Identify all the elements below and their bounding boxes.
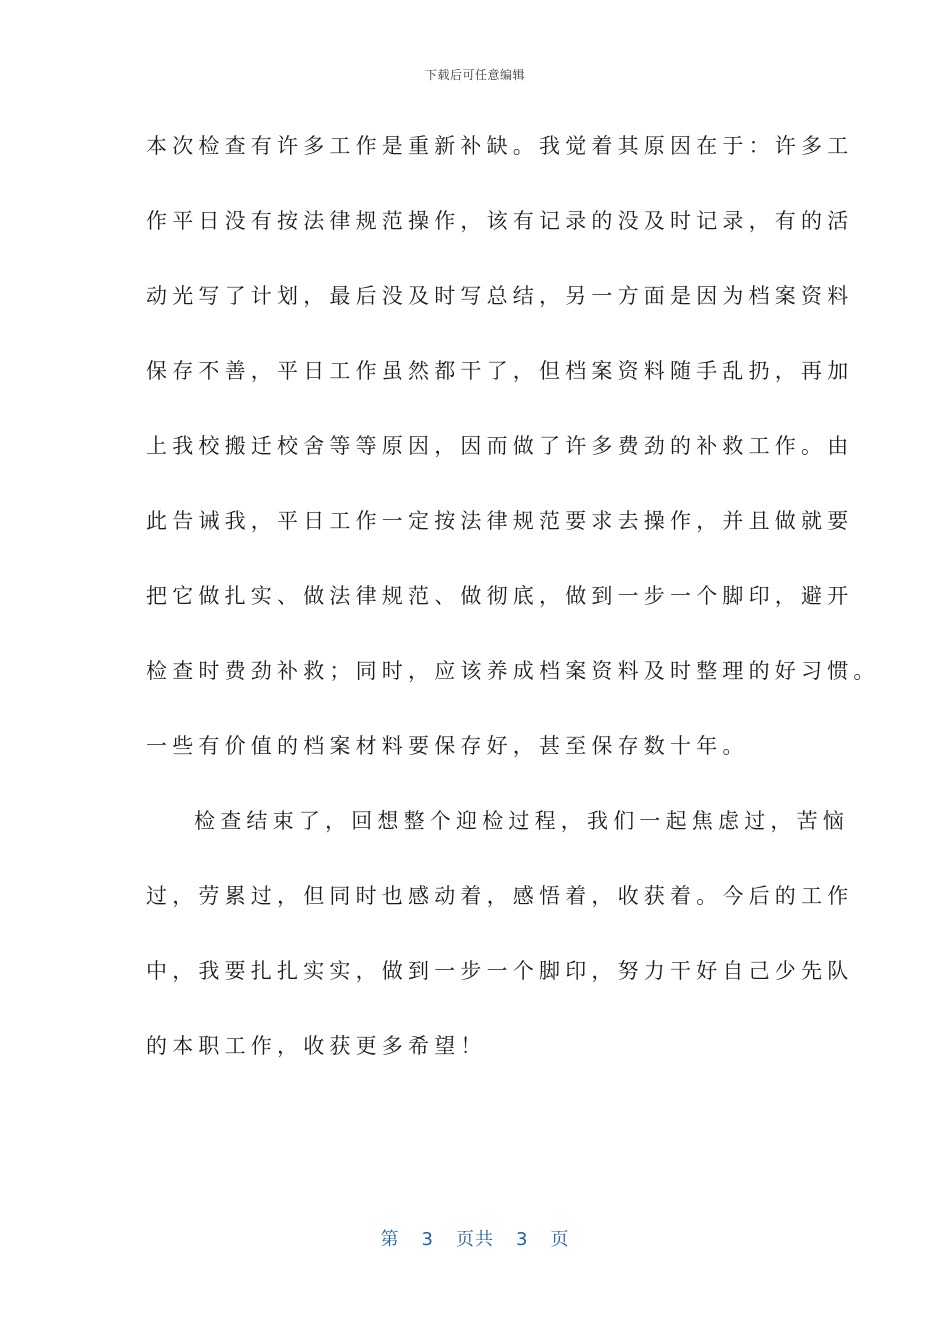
paragraph-line: 一些有价值的档案材料要保存好，甚至保存数十年。 xyxy=(146,734,749,758)
current-page-number: 3 xyxy=(421,1229,434,1250)
body-text xyxy=(146,124,880,1099)
paragraph-line: 本次检查有许多工作是重新补缺。我觉着其原因在于：许多工 xyxy=(146,134,854,158)
paragraph-line: 过，劳累过，但同时也感动着，感悟着，收获着。今后的工作 xyxy=(146,884,854,908)
paragraph-line: 动光写了计划，最后没及时写总结，另一方面是因为档案资料 xyxy=(146,284,854,308)
footer-suffix: 页 xyxy=(550,1229,570,1250)
paragraph-line: 的本职工作，收获更多希望！ xyxy=(146,1034,487,1058)
paragraph-line: 把它做扎实、做法律规范、做彻底，做到一步一个脚印，避开 xyxy=(146,584,854,608)
paragraph-line: 检查时费劲补救；同时，应该养成档案资料及时整理的好习惯。 xyxy=(146,659,880,683)
header-note: 下载后可任意编辑 xyxy=(424,68,525,82)
footer-prefix: 第 xyxy=(380,1229,400,1250)
paragraph-line: 检查结束了，回想整个迎检过程，我们一起焦虑过，苦恼 xyxy=(194,809,849,833)
paragraph-line: 此告诫我，平日工作一定按法律规范要求去操作，并且做就要 xyxy=(146,509,854,533)
total-pages-number: 3 xyxy=(516,1229,529,1250)
paragraph-line: 中，我要扎扎实实，做到一步一个脚印，努力干好自己少先队 xyxy=(146,959,854,983)
paragraph-line: 作平日没有按法律规范操作，该有记录的没及时记录，有的活 xyxy=(146,209,854,233)
paragraph-line: 上我校搬迁校舍等等原因，因而做了许多费劲的补救工作。由 xyxy=(146,434,854,458)
footer-middle: 页共 xyxy=(456,1229,494,1250)
paragraph-line: 保存不善，平日工作虽然都干了，但档案资料随手乱扔，再加 xyxy=(146,359,854,383)
page-footer xyxy=(0,1225,950,1251)
